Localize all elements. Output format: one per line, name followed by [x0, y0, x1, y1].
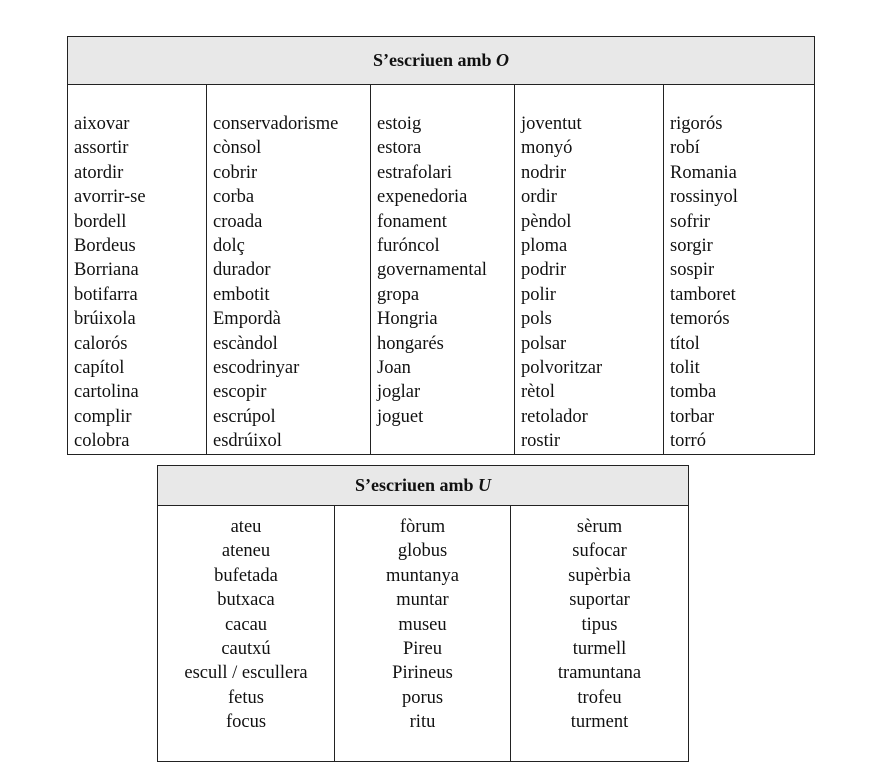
o-word: esdrúixol — [213, 431, 282, 452]
u-word: trofeu — [577, 687, 622, 708]
o-column-4 — [515, 85, 664, 455]
u-word: ritu — [409, 712, 436, 733]
o-word: temorós — [670, 309, 730, 330]
o-word: polsar — [521, 333, 567, 354]
o-word: expenedoria — [377, 187, 468, 208]
o-word: assortir — [74, 138, 129, 159]
o-word: joventut — [521, 114, 582, 134]
o-word: croada — [213, 211, 263, 232]
u-word: cacau — [224, 614, 268, 635]
o-word: ordir — [521, 187, 557, 208]
o-word: aixovar — [74, 114, 130, 134]
o-word: rossinyol — [670, 187, 738, 208]
o-word: Romania — [670, 162, 737, 183]
o-word: Hongria — [377, 309, 438, 330]
o-table-title-prefix: S’escriuen amb — [373, 50, 497, 70]
o-word: embotit — [213, 284, 270, 305]
o-word: monyó — [521, 138, 573, 159]
o-word: Borriana — [74, 260, 139, 281]
o-word: rètol — [521, 382, 555, 403]
u-word: Pirineus — [392, 663, 453, 684]
o-word: sorgir — [670, 236, 713, 257]
o-word: torró — [670, 431, 706, 452]
o-word: calorós — [74, 333, 128, 354]
o-column-1 — [68, 85, 207, 455]
o-word: escopir — [213, 382, 267, 403]
u-word: muntar — [396, 590, 449, 611]
o-word: escrúpol — [213, 406, 276, 427]
u-word: turmell — [572, 639, 627, 660]
o-word: podrir — [521, 260, 567, 281]
u-word: porus — [401, 687, 444, 708]
o-word: dolç — [213, 236, 245, 257]
o-table-title-letter: O — [496, 50, 510, 70]
o-word: robí — [670, 138, 700, 159]
o-word: sospir — [670, 260, 715, 281]
u-column-3 — [511, 506, 689, 762]
o-word: estrafolari — [377, 162, 452, 183]
o-word: complir — [74, 406, 132, 427]
o-table-title — [68, 37, 815, 85]
o-word: conservadorisme — [213, 114, 339, 134]
u-word: sèrum — [576, 517, 623, 537]
u-column-1 — [158, 506, 335, 762]
o-word: pols — [521, 309, 552, 330]
u-words-table — [157, 465, 689, 762]
o-word: Empordà — [213, 309, 281, 330]
o-word: joglar — [377, 382, 421, 403]
o-word: estoig — [377, 114, 422, 134]
o-word: polvoritzar — [521, 358, 603, 379]
u-word: fetus — [228, 687, 264, 708]
o-word: atordir — [74, 162, 124, 183]
o-word: escodrinyar — [213, 358, 300, 379]
u-column-2 — [335, 506, 511, 762]
u-word: turment — [570, 712, 629, 733]
u-word: sufocar — [572, 541, 627, 562]
o-word: rostir — [521, 431, 561, 452]
o-word: retolador — [521, 406, 588, 427]
o-word: joguet — [377, 406, 424, 427]
o-word: cònsol — [213, 138, 262, 159]
u-word: ateneu — [221, 541, 271, 562]
o-word: ploma — [521, 236, 568, 257]
u-word: cautxú — [221, 639, 271, 660]
o-word: tomba — [670, 382, 717, 403]
u-table-title — [158, 466, 689, 506]
o-word: títol — [670, 333, 700, 354]
u-word: escull / escullera — [184, 663, 308, 684]
u-word: ateu — [230, 517, 262, 537]
o-word: colobra — [74, 431, 130, 452]
u-table-title-letter: U — [478, 475, 492, 495]
o-word: polir — [521, 284, 556, 305]
o-word: gropa — [377, 284, 420, 305]
o-column-2 — [207, 85, 371, 455]
o-column-5 — [664, 85, 815, 455]
o-word: tamboret — [670, 284, 736, 305]
o-word: furóncol — [377, 236, 440, 257]
o-word: botifarra — [74, 284, 138, 305]
o-word: corba — [213, 187, 255, 208]
u-word: tramuntana — [557, 663, 642, 684]
u-table-title-prefix: S’escriuen amb — [355, 475, 479, 495]
o-column-3 — [371, 85, 515, 455]
o-word: Joan — [377, 358, 411, 379]
u-word: Pireu — [402, 639, 443, 660]
o-word: escàndol — [213, 333, 278, 354]
o-word: nodrir — [521, 162, 567, 183]
u-word: bufetada — [214, 565, 278, 586]
o-word: avorrir-se — [74, 187, 146, 208]
o-word: capítol — [74, 358, 125, 379]
o-word: brúixola — [74, 309, 136, 330]
o-word: torbar — [670, 406, 715, 427]
o-word: hongarés — [377, 333, 444, 354]
o-word: durador — [213, 260, 271, 281]
o-word: bordell — [74, 211, 127, 232]
u-word: suportar — [569, 590, 630, 611]
o-word: Bordeus — [74, 236, 136, 257]
u-word: museu — [398, 614, 447, 635]
o-word: pèndol — [521, 211, 572, 232]
o-word: sofrir — [670, 211, 711, 232]
o-word: rigorós — [670, 114, 723, 134]
u-word: globus — [397, 541, 448, 562]
o-word: estora — [377, 138, 422, 159]
u-word: muntanya — [386, 565, 459, 586]
o-word: cobrir — [213, 162, 258, 183]
o-word: fonament — [377, 211, 447, 232]
u-word: butxaca — [217, 590, 275, 611]
u-word: focus — [225, 712, 267, 733]
o-words-table — [67, 36, 815, 455]
o-word: tolit — [670, 358, 700, 379]
u-word: fòrum — [399, 517, 446, 537]
u-word: tipus — [581, 614, 618, 635]
u-word: supèrbia — [568, 565, 631, 586]
o-word: cartolina — [74, 382, 139, 403]
o-word: governamental — [377, 260, 487, 281]
